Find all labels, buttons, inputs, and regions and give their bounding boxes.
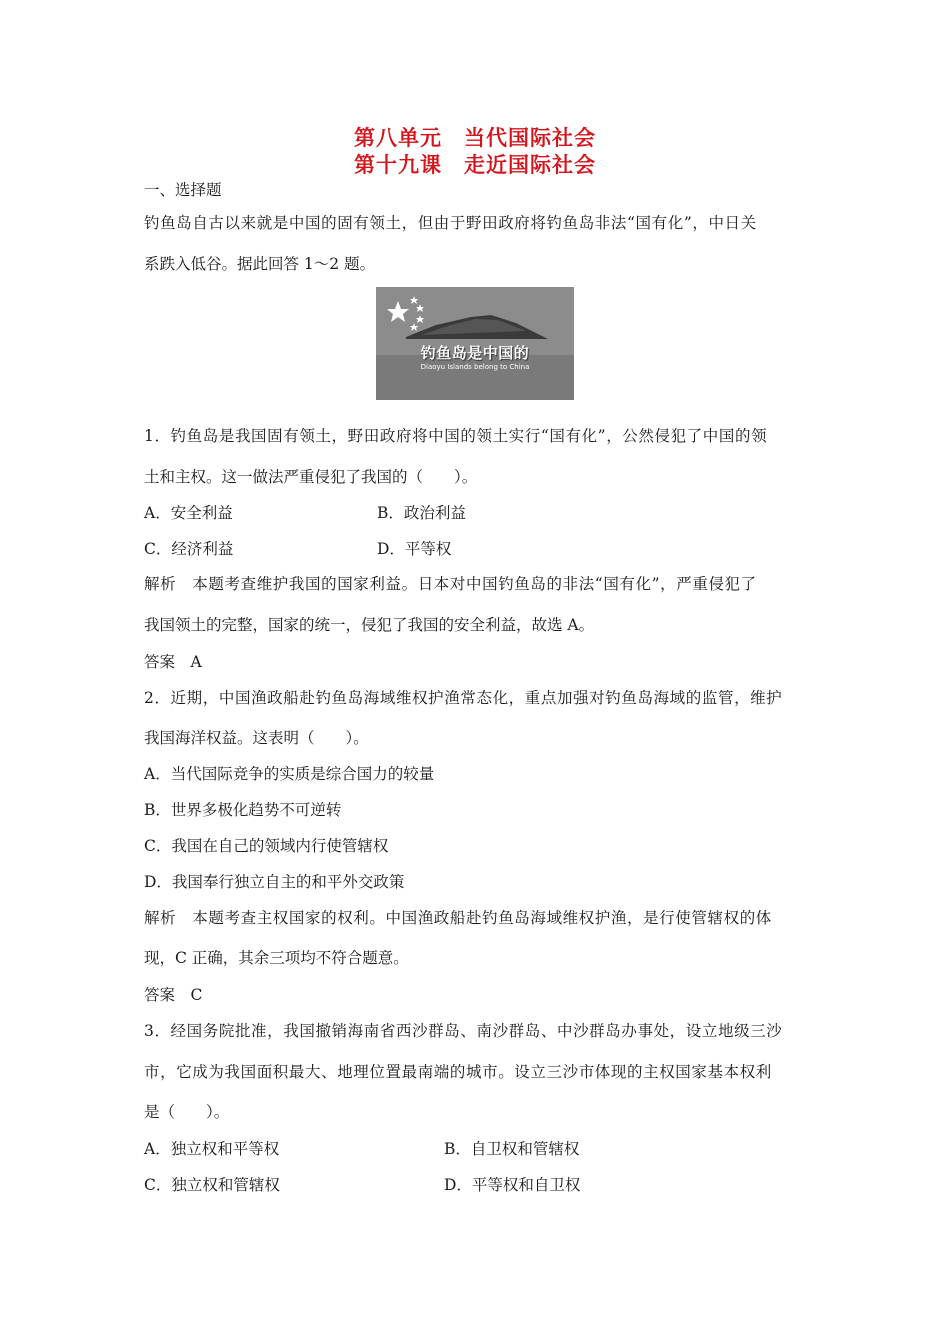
- q1-option-d: D．平等权: [377, 540, 452, 558]
- q2-analysis-line-1: 解析 本题考查主权国家的权利。中国渔政船赴钓鱼岛海域维权护渔，是行使管辖权的体: [144, 909, 772, 927]
- q1-option-b: B．政治利益: [377, 504, 466, 522]
- q1-option-a: A．安全利益: [144, 504, 233, 522]
- q3-option-d: D．平等权和自卫权: [444, 1176, 581, 1194]
- q2-stem-line-1: 2．近期，中国渔政船赴钓鱼岛海域维权护渔常态化，重点加强对钓鱼岛海域的监管，维护: [144, 689, 783, 707]
- q2-option-b: B．世界多极化趋势不可逆转: [144, 801, 342, 819]
- lesson-title: 第十九课 走近国际社会: [354, 153, 596, 177]
- q3-option-b: B．自卫权和管辖权: [444, 1140, 580, 1158]
- q1-stem-line-2: 土和主权。这一做法严重侵犯了我国的（ ）。: [144, 468, 478, 486]
- diaoyu-islands-image: [376, 287, 574, 400]
- q2-option-a: A．当代国际竞争的实质是综合国力的较量: [144, 765, 435, 783]
- q1-analysis-line-2: 我国领土的完整，国家的统一，侵犯了我国的安全利益，故选 A。: [144, 616, 595, 634]
- q1-analysis-line-1: 解析 本题考查维护我国的国家利益。日本对中国钓鱼岛的非法“国有化”，严重侵犯了: [144, 575, 757, 593]
- q2-option-c: C．我国在自己的领域内行使管辖权: [144, 837, 389, 855]
- q1-stem-line-1: 1．钓鱼岛是我国固有领土，野田政府将中国的领土实行“国有化”，公然侵犯了中国的领: [144, 427, 768, 445]
- q3-stem-line-3: 是（ ）。: [144, 1103, 230, 1121]
- q2-answer: 答案 C: [144, 986, 203, 1004]
- q2-stem-line-2: 我国海洋权益。这表明（ ）。: [144, 729, 369, 747]
- q1-answer: 答案 A: [144, 653, 202, 671]
- section-heading: 一、选择题: [144, 181, 222, 199]
- image-caption-english: Diaoyu Islands belong to China: [420, 363, 530, 371]
- intro-text-line-2: 系跌入低谷。据此回答 1～2 题。: [144, 255, 376, 273]
- q3-option-a: A．独立权和平等权: [144, 1140, 280, 1158]
- image-caption-chinese: 钓鱼岛是中国的: [420, 344, 530, 362]
- q2-option-d: D．我国奉行独立自主的和平外交政策: [144, 873, 405, 891]
- q3-stem-line-2: 市，它成为我国面积最大、地理位置最南端的城市。设立三沙市体现的主权国家基本权利: [144, 1063, 772, 1081]
- q2-analysis-line-2: 现，C 正确，其余三项均不符合题意。: [144, 949, 409, 967]
- unit-title: 第八单元 当代国际社会: [354, 126, 596, 150]
- q3-stem-line-1: 3．经国务院批准，我国撤销海南省西沙群岛、南沙群岛、中沙群岛办事处，设立地级三沙: [144, 1022, 783, 1040]
- intro-text-line-1: 钓鱼岛自古以来就是中国的固有领土，但由于野田政府将钓鱼岛非法“国有化”，中日关: [144, 214, 757, 232]
- q3-option-c: C．独立权和管辖权: [144, 1176, 280, 1194]
- q1-option-c: C．经济利益: [144, 540, 234, 558]
